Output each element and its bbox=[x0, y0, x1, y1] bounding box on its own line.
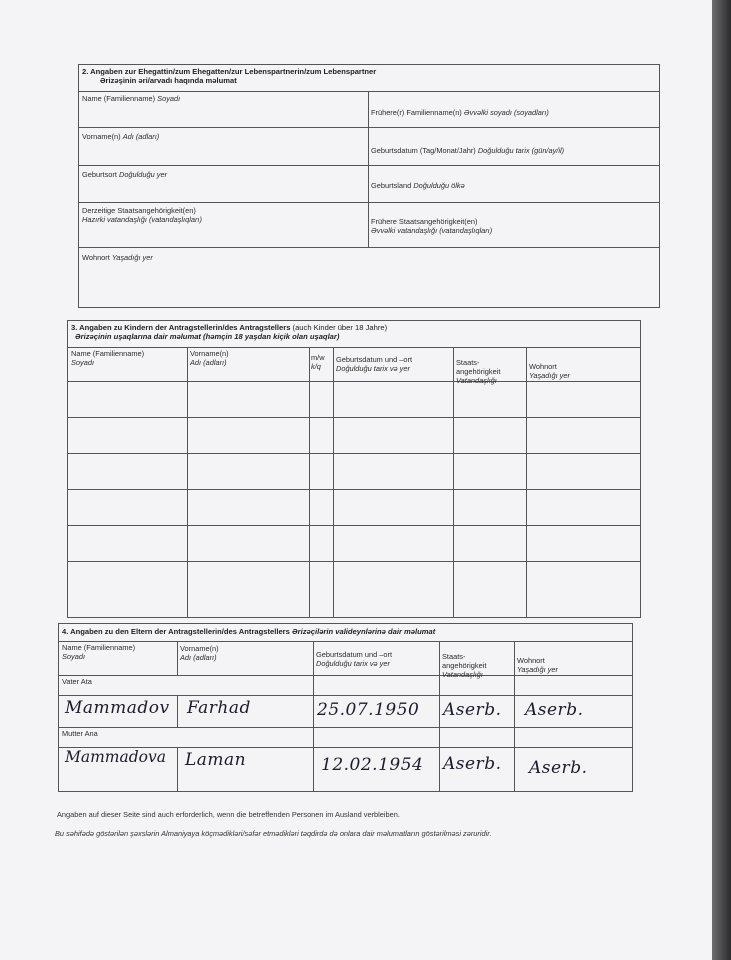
father-label: Vater Ata bbox=[62, 677, 92, 686]
parents-section-title bbox=[62, 628, 435, 637]
footer-note-de: Angaben auf dieser Seite sind auch erforderlich, wenn die betreffenden Personen im Ausland verbleiben. bbox=[57, 810, 400, 819]
mother-first-name[interactable]: Laman bbox=[185, 750, 247, 770]
child-first-name-header: Vorname(n) Adı (adları) bbox=[190, 349, 229, 367]
title-az: Ərizəçilərin valideynlərinə dair məlumat bbox=[292, 627, 436, 636]
former-citizenship-field[interactable]: Frühere Staatsangehörigkeit(en) Əvvəlki vatandaşlığı (vatandaşlıqları) bbox=[371, 217, 493, 235]
father-birth-date[interactable]: 25.07.1950 bbox=[317, 700, 420, 720]
title-de: 3. Angaben zu Kindern der Antragstellerin/des Antragstellers bbox=[71, 323, 291, 332]
parent-residence-header: Wohnort Yaşadığı yer bbox=[517, 656, 558, 674]
father-first-name[interactable]: Farhad bbox=[187, 698, 251, 718]
mother-residence[interactable]: Aserb. bbox=[529, 758, 588, 778]
birth-place-field[interactable]: Geburtsort Doğulduğu yer bbox=[82, 170, 168, 179]
first-name-field[interactable]: Vorname(n) Adı (adları) bbox=[82, 132, 160, 141]
children-section-title bbox=[71, 324, 387, 341]
children-section bbox=[67, 320, 641, 618]
parent-citizenship-header: Staats- angehörigkeit Vatandaşlığı bbox=[442, 652, 487, 679]
parent-first-name-header: Vorname(n) Adı (adları) bbox=[180, 644, 219, 662]
birth-date-field[interactable]: Geburtsdatum (Tag/Monat/Jahr) Doğulduğu tarix (gün/ay/il) bbox=[371, 146, 565, 155]
title-note: (auch Kinder über 18 Jahre) bbox=[292, 323, 388, 332]
surname-field[interactable]: Name (Familienname) Soyadı bbox=[82, 94, 181, 103]
mother-birth-date[interactable]: 12.02.1954 bbox=[321, 755, 424, 775]
parents-section bbox=[58, 623, 633, 792]
father-citizenship[interactable]: Aserb. bbox=[443, 700, 502, 720]
title-de: 4. Angaben zu den Eltern der Antragstellerin/des Antragstellers bbox=[62, 627, 290, 636]
mother-label: Mutter Ana bbox=[62, 729, 98, 738]
title-de: 2. Angaben zur Ehegattin/zum Ehegatten/zur Lebenspartnerin/zum Lebenspartner bbox=[82, 67, 377, 76]
father-surname[interactable]: Mammadov bbox=[65, 698, 170, 718]
title-az: Ərizəçinin uşaqlarına dair məlumat (həmçin 18 yaşdan kiçik olan uşaqlar) bbox=[75, 331, 340, 341]
child-surname-header: Name (Familienname) Soyadı bbox=[71, 349, 145, 367]
birth-country-field[interactable]: Geburtsland Doğulduğu ölkə bbox=[371, 181, 465, 190]
child-citizenship-header: Staats- angehörigkeit Vatandaşlığı bbox=[456, 358, 501, 385]
residence-field[interactable]: Wohnort Yaşadığı yer bbox=[82, 253, 153, 262]
father-residence[interactable]: Aserb. bbox=[525, 700, 584, 720]
spouse-section-title bbox=[82, 68, 376, 85]
child-gender-header: m/w k/q bbox=[311, 353, 325, 371]
parent-surname-header: Name (Familienname) Soyadı bbox=[62, 643, 136, 661]
child-residence-header: Wohnort Yaşadığı yer bbox=[529, 362, 570, 380]
scan-edge bbox=[712, 0, 731, 960]
footer-note-az: Bu səhifədə göstərilən şəxslərin Almaniyaya köçmədikləri/səfər etmədikləri təqdirdə də onlara dair məlumatların göstərilməsi zəruridir. bbox=[55, 829, 492, 838]
mother-surname[interactable]: Mammadova bbox=[65, 748, 166, 766]
mother-citizenship[interactable]: Aserb. bbox=[443, 754, 502, 774]
citizenship-field[interactable]: Derzeitige Staatsangehörigkeit(en) Hazırki vatandaşlığı (vatandaşlıqları) bbox=[82, 206, 202, 224]
spouse-section bbox=[78, 64, 660, 308]
title-az: Ərizəşinin əri/arvadı haqında məlumat bbox=[100, 75, 237, 85]
child-birth-header: Geburtsdatum und –ort Doğulduğu tarix və yer bbox=[336, 355, 413, 373]
parent-birth-header: Geburtsdatum und –ort Doğulduğu tarix və yer bbox=[316, 650, 393, 668]
former-surname-field[interactable]: Frühere(r) Familienname(n) Əvvəlki soyadı (soyadları) bbox=[371, 108, 549, 117]
